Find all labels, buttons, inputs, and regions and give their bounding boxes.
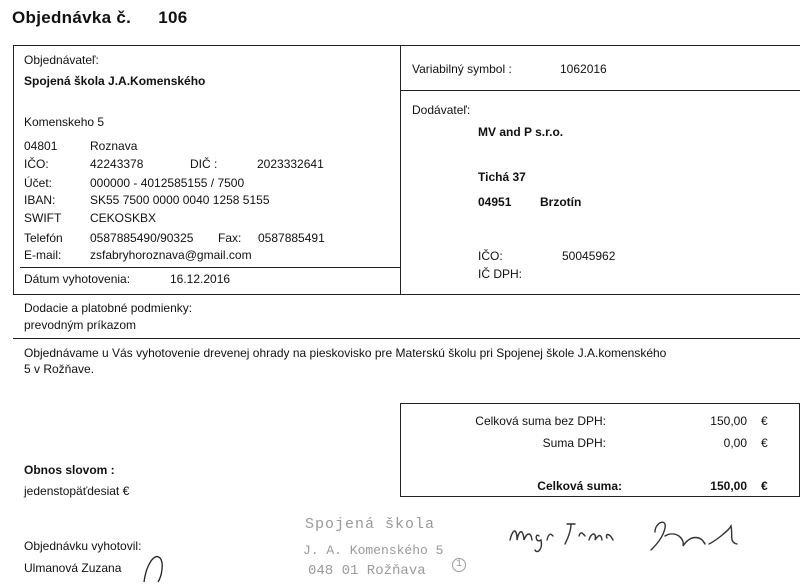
stamp-line3: 048 01 Rožňava [308, 563, 426, 579]
issuer-signature-icon [140, 548, 170, 584]
frame-middle-line [400, 45, 401, 295]
customer-phone: 0587885490/90325 [90, 231, 194, 245]
delivery-bottom-line [13, 338, 800, 339]
grand-total-currency: € [761, 479, 768, 493]
customer-email-label: E-mail: [24, 248, 62, 262]
customer-dic: 2023332641 [257, 157, 324, 171]
customer-swift-label: SWIFT [24, 211, 62, 225]
variable-symbol-label: Variabilný symbol : [412, 62, 512, 76]
net-total-currency: € [761, 414, 768, 428]
supplier-ico: 50045962 [562, 249, 616, 263]
signature-icon [505, 510, 745, 560]
frame-top-line [13, 45, 800, 46]
delivery-heading: Dodacie a platobné podmienky: [24, 301, 193, 315]
date-divider [20, 267, 400, 268]
variable-symbol-divider [400, 90, 800, 91]
net-total-value: 150,00 [710, 414, 747, 428]
order-description-line1: Objednávame u Vás vyhotovenie drevenej ohrady na pieskovisko pre Materskú školu pri Spojenej škole J.A.komenského [24, 346, 667, 360]
customer-fax: 0587885491 [258, 231, 325, 245]
header-bottom-line [13, 294, 800, 295]
stamp-line2: J. A. Komenského 5 [303, 543, 444, 558]
customer-account: 000000 - 4012585155 / 7500 [90, 176, 245, 190]
vat-label: Suma DPH: [542, 436, 606, 450]
stamp-line1: Spojená škola [305, 516, 436, 533]
supplier-name: MV and P s.r.o. [478, 125, 564, 139]
customer-city: Roznava [90, 139, 138, 153]
vat-currency: € [761, 436, 768, 450]
customer-fax-label: Fax: [218, 231, 242, 245]
delivery-value: prevodným príkazom [24, 318, 137, 332]
customer-street: Komenskeho 5 [24, 115, 105, 129]
customer-iban: SK55 7500 0000 0040 1258 5155 [90, 193, 270, 207]
order-title-label: Objednávka č. [12, 8, 132, 27]
amount-words-label: Obnos slovom : [24, 463, 115, 477]
customer-heading: Objednávateľ: [24, 53, 99, 67]
variable-symbol-value: 1062016 [560, 62, 607, 76]
supplier-street: Tichá 37 [478, 170, 526, 184]
order-description-line2: 5 v Rožňave. [24, 362, 95, 376]
customer-zip: 04801 [24, 139, 58, 153]
customer-email: zsfabryhoroznava@gmail.com [90, 248, 252, 262]
order-title [12, 8, 187, 28]
issue-date: 16.12.2016 [170, 272, 231, 286]
amount-words-value: jedenstopäťdesiat € [24, 484, 130, 498]
stamp-mark: 1 [452, 558, 466, 572]
supplier-ico-label: IČO: [478, 249, 503, 263]
issuer-label: Objednávku vyhotovil: [24, 539, 142, 553]
supplier-city: Brzotín [540, 195, 582, 209]
customer-account-label: Účet: [24, 176, 53, 190]
customer-name: Spojená škola J.A.Komenského [24, 74, 206, 88]
net-total-label: Celková suma bez DPH: [475, 414, 606, 428]
customer-ico-label: IČO: [24, 157, 49, 171]
customer-ico: 42243378 [90, 157, 144, 171]
grand-total-value: 150,00 [710, 479, 747, 493]
supplier-icdph-label: IČ DPH: [478, 267, 523, 281]
frame-left-line [13, 45, 14, 295]
supplier-zip: 04951 [478, 195, 512, 209]
order-number: 106 [158, 8, 188, 27]
date-label: Dátum vyhotovenia: [24, 272, 131, 286]
customer-swift: CEKOSKBX [90, 211, 157, 225]
supplier-heading: Dodávateľ: [412, 103, 471, 117]
vat-value: 0,00 [723, 436, 747, 450]
customer-iban-label: IBAN: [24, 193, 56, 207]
customer-dic-label: DIČ : [190, 157, 218, 171]
grand-total-label: Celková suma: [537, 479, 622, 493]
customer-phone-label: Telefón [24, 231, 63, 245]
issuer-name: Ulmanová Zuzana [24, 561, 122, 575]
